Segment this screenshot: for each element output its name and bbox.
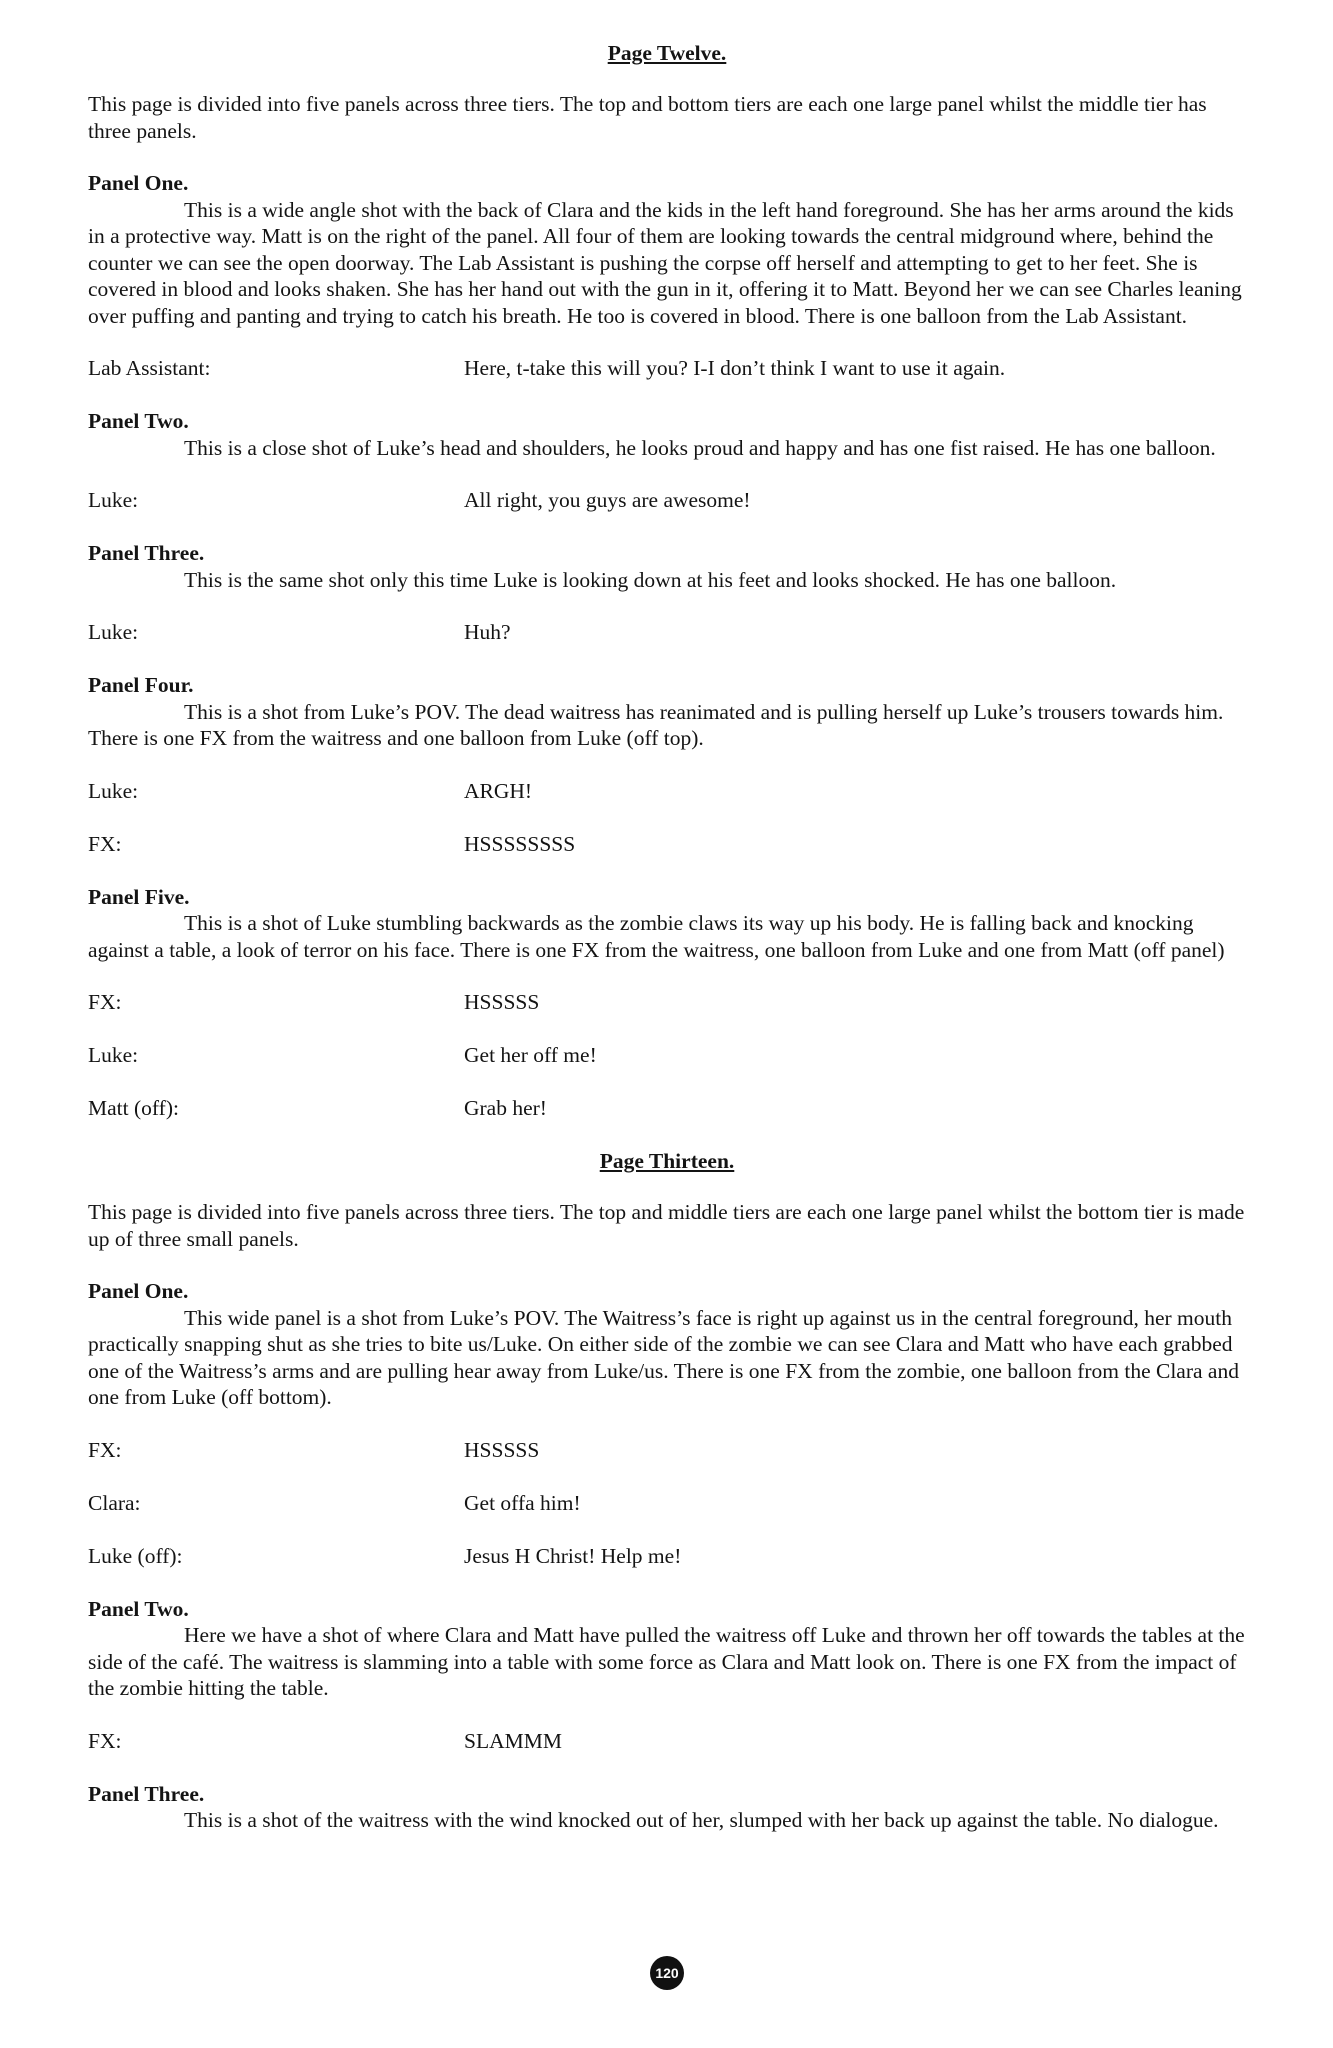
dialogue-line [88, 989, 1246, 1016]
dialogue-text: SLAMMM [464, 1728, 562, 1753]
page-number-badge: 120 [650, 1956, 684, 1990]
dialogue-speaker: FX: [88, 1728, 122, 1753]
dialogue-speaker: FX: [88, 1437, 122, 1462]
dialogue-line [88, 1437, 1246, 1464]
dialogue-text: Huh? [464, 620, 511, 644]
dialogue-text: Here, t-take this will you? I-I don’t think I want to use it again. [464, 356, 1006, 380]
page-thirteen-panel-1 [88, 1278, 1246, 1569]
panel-title: Panel Three. [88, 541, 205, 565]
dialogue-text: All right, you guys are awesome! [464, 488, 751, 512]
page-thirteen-panel-2 [88, 1596, 1246, 1755]
dialogue-speaker: Luke (off): [88, 1543, 183, 1568]
dialogue-text: HSSSSS [464, 990, 540, 1014]
panel-title: Panel Five. [88, 884, 190, 909]
dialogue-speaker: Luke: [88, 778, 139, 803]
dialogue-speaker: Matt (off): [88, 1096, 179, 1120]
dialogue-line [88, 355, 1246, 382]
page-thirteen-intro: This page is divided into five panels across three tiers. The top and middle tiers are each one large panel whilst the bottom tier is made up of three small panels. [88, 1200, 1245, 1251]
dialogue-speaker: Lab Assistant: [88, 356, 211, 380]
panel-description: This is a shot of Luke stumbling backwards as the zombie claws its way up his body. He is falling back and knocking against a table, a look of terror on his face. There is one FX from the waitress, one balloon from Luke and one from Matt (off panel) [88, 911, 1225, 962]
panel-title: Panel One. [88, 171, 189, 195]
dialogue-line [88, 1490, 1246, 1517]
page-twelve-intro: This page is divided into five panels across three tiers. The top and bottom tiers are each one large panel whilst the middle tier has three panels. [88, 92, 1207, 143]
dialogue-speaker: Luke: [88, 488, 139, 512]
panel-description: This is a shot from Luke’s POV. The dead waitress has reanimated and is pulling herself up Luke’s trousers towards him. There is one FX from the waitress and one balloon from Luke (off top). [88, 699, 1224, 750]
panel-title: Panel Two. [88, 1596, 189, 1621]
panel-description: Here we have a shot of where Clara and Matt have pulled the waitress off Luke and thrown her off towards the tables at the side of the café. The waitress is slamming into a table with some force as Clara and Matt look on. There is one FX from the impact of the zombie hitting the table. [88, 1623, 1245, 1700]
page-twelve-section [88, 40, 1246, 1122]
dialogue-line [88, 831, 1246, 858]
dialogue-line [88, 487, 1246, 514]
panel-description: This is the same shot only this time Luke is looking down at his feet and looks shocked. He has one balloon. [184, 567, 1117, 592]
page-twelve-panel-5 [88, 884, 1246, 1122]
page-twelve-panel-3 [88, 540, 1246, 646]
panel-description: This is a shot of the waitress with the wind knocked out of her, slumped with her back up against the table. No dialogue. [184, 1808, 1219, 1832]
panel-title: Panel Three. [88, 1781, 205, 1806]
dialogue-speaker: Luke: [88, 620, 139, 644]
script-page [88, 40, 1246, 1860]
dialogue-line [88, 778, 1246, 805]
dialogue-line [88, 1543, 1246, 1570]
page-twelve-panel-2 [88, 408, 1246, 514]
panel-description: This is a wide angle shot with the back of Clara and the kids in the left hand foreground. She has her arms around the kids in a protective way. Matt is on the right of the panel. All four of them are looking towards the central midground where, behind the counter we can see the open doorway. The Lab Assistant is pushing the corpse off herself and attempting to get to her feet. She is covered in blood and looks shaken. She has her hand out with the gun in it, offering it to Matt. Beyond her we can see Charles leaning over puffing and panting and trying to catch his breath. He too is covered in blood. There is one balloon from the Lab Assistant. [88, 197, 1242, 328]
page-thirteen-section [88, 1148, 1246, 1834]
dialogue-text: Grab her! [464, 1096, 547, 1120]
dialogue-text: Jesus H Christ! Help me! [464, 1543, 682, 1568]
dialogue-speaker: FX: [88, 831, 122, 856]
dialogue-text: HSSSSSSSS [464, 831, 576, 856]
dialogue-text: Get offa him! [464, 1490, 581, 1515]
dialogue-speaker: Clara: [88, 1490, 141, 1515]
page-twelve-panel-1 [88, 170, 1246, 382]
dialogue-line [88, 1728, 1246, 1755]
panel-title: Panel Four. [88, 673, 194, 697]
dialogue-speaker: FX: [88, 990, 122, 1014]
page-thirteen-heading: Page Thirteen. [599, 1149, 735, 1173]
dialogue-text: ARGH! [464, 778, 533, 803]
panel-description: This wide panel is a shot from Luke’s POV. The Waitress’s face is right up against us in the central foreground, her mouth practically snapping shut as she tries to bite us/Luke. On either side of the zombie we can see Clara and Matt who have each grabbed one of the Waitress’s arms and are pulling hear away from Luke/us. There is one FX from the zombie, one balloon from the Clara and one from Luke (off bottom). [88, 1305, 1239, 1409]
dialogue-speaker: Luke: [88, 1043, 139, 1067]
panel-description: This is a close shot of Luke’s head and shoulders, he looks proud and happy and has one fist raised. He has one balloon. [184, 435, 1216, 460]
dialogue-text: Get her off me! [464, 1043, 597, 1067]
dialogue-text: HSSSSS [464, 1437, 540, 1462]
page-twelve-panel-4 [88, 672, 1246, 857]
page-twelve-heading: Page Twelve. [607, 41, 727, 65]
panel-title: Panel Two. [88, 409, 189, 433]
dialogue-line [88, 1095, 1246, 1122]
dialogue-line [88, 619, 1246, 646]
dialogue-line [88, 1042, 1246, 1069]
panel-title: Panel One. [88, 1279, 189, 1303]
page-thirteen-panel-3 [88, 1781, 1246, 1834]
